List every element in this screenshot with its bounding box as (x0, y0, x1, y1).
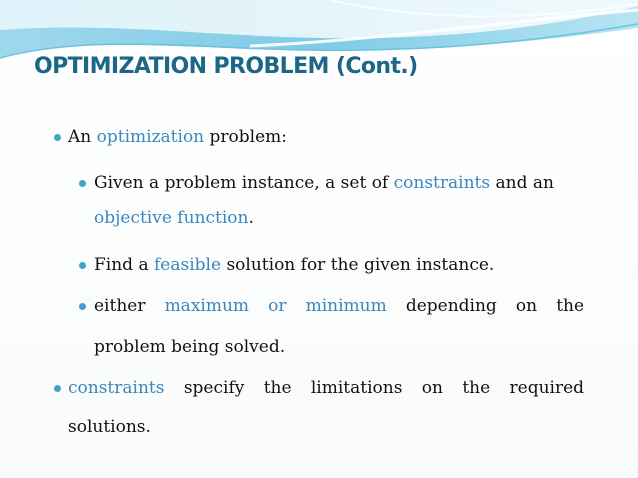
bullet-2-highlight-2: objective function (94, 208, 249, 228)
bullet-item-2-line-2 (94, 207, 254, 229)
slide-title: OPTIMIZATION PROBLEM (Cont.) (34, 54, 418, 79)
bullet-5-word: the (462, 378, 491, 398)
bullet-dot-icon (54, 385, 61, 392)
bullet-2-highlight: constraints (393, 173, 491, 193)
bullet-3-prefix: Find a (94, 255, 155, 275)
bullet-dot-icon (54, 134, 61, 141)
bullet-4-word: on (515, 296, 538, 316)
bullet-5-word: limitations (310, 378, 403, 398)
bullet-4-word: the (556, 296, 585, 316)
bullet-5-word: the (263, 378, 292, 398)
bullet-4-word: either (94, 296, 146, 316)
bullet-2-suffix: and an (490, 173, 554, 193)
bullet-dot-icon (79, 180, 86, 187)
bullet-item-3 (94, 254, 494, 276)
bullet-4-highlight: maximum (164, 296, 250, 316)
bullet-dot-icon (79, 262, 86, 269)
bullet-5-word: specify (183, 378, 245, 398)
bullet-1-suffix: problem: (204, 127, 288, 147)
bullet-4-highlight: or (268, 296, 287, 316)
bullet-item-5-line-2 (68, 416, 151, 438)
bullet-item-4-line-1 (94, 295, 584, 317)
bullet-5-word: required (509, 378, 585, 398)
bullet-item-5-line-1 (68, 377, 584, 399)
bullet-2-period: . (248, 208, 254, 228)
bullet-item-1 (68, 126, 287, 148)
bullet-1-prefix: An (68, 127, 97, 147)
bullet-5-word: on (421, 378, 443, 398)
bullet-item-4-line-2 (94, 336, 285, 358)
bullet-4-continuation: problem being solved. (94, 337, 286, 357)
bullet-2-prefix: Given a problem instance, a set of (94, 173, 394, 193)
bullet-3-highlight: feasible (154, 255, 222, 275)
bullet-item-2-line-1 (94, 172, 554, 194)
bullet-4-highlight: minimum (305, 296, 387, 316)
bullet-4-word: depending (405, 296, 497, 316)
bullet-dot-icon (79, 303, 86, 310)
bullet-1-highlight: optimization (96, 127, 205, 147)
bullet-3-suffix: solution for the given instance. (221, 255, 495, 275)
bullet-5-continuation: solutions. (68, 417, 151, 437)
bullet-5-highlight: constraints (68, 378, 165, 398)
